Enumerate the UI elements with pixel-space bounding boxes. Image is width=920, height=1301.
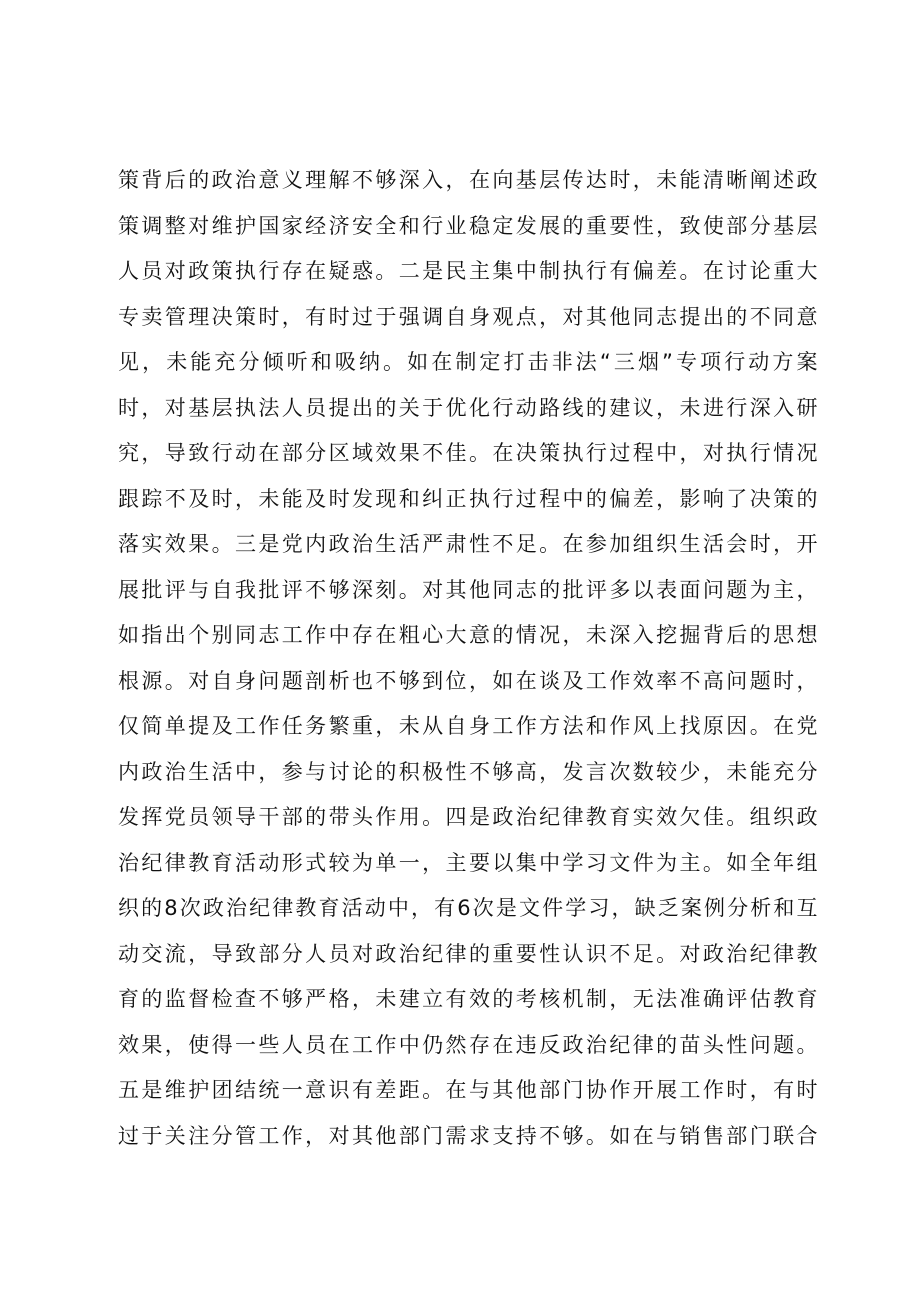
text-line: 治纪律教育活动形式较为单一，主要以集中学习文件为主。如全年组 <box>118 850 818 875</box>
text-line: 人员对政策执行存在疑惑。二是民主集中制执行有偏差。在讨论重大 <box>118 259 818 283</box>
text-line: 育的监督检查不够严格，未建立有效的考核机制，无法准确评估教育 <box>118 987 818 1011</box>
text-line: 跟踪不及时，未能及时发现和纠正执行过程中的偏差，影响了决策的 <box>118 486 818 511</box>
text-line: 织的8次政治纪律教育活动中，有6次是文件学习，缺乏案例分析和互 <box>118 896 818 920</box>
body-text <box>118 158 818 1159</box>
text-line: 究，导致行动在部分区域效果不佳。在决策执行过程中，对执行情况 <box>118 441 818 465</box>
text-line: 策调整对维护国家经济安全和行业稳定发展的重要性，致使部分基层 <box>118 213 818 238</box>
text-line: 展批评与自我批评不够深刻。对其他同志的批评多以表面问题为主， <box>118 577 818 602</box>
text-line: 动交流，导致部分人员对政治纪律的重要性认识不足。对政治纪律教 <box>118 941 818 966</box>
text-line: 五是维护团结统一意识有差距。在与其他部门协作开展工作时，有时 <box>118 1078 818 1102</box>
text-line: 策背后的政治意义理解不够深入，在向基层传达时，未能清晰阐述政 <box>118 168 818 192</box>
text-line: 时，对基层执法人员提出的关于优化行动路线的建议，未进行深入研 <box>118 395 818 420</box>
text-line: 如指出个别同志工作中存在粗心大意的情况，未深入挖掘背后的思想 <box>118 623 818 647</box>
text-line: 落实效果。三是党内政治生活严肃性不足。在参加组织生活会时，开 <box>118 532 818 556</box>
text-line: 见，未能充分倾听和吸纳。如在制定打击非法“三烟”专项行动方案 <box>118 350 818 374</box>
text-line: 效果，使得一些人员在工作中仍然存在违反政治纪律的苗头性问题。 <box>118 1032 818 1057</box>
text-line: 过于关注分管工作，对其他部门需求支持不够。如在与销售部门联合 <box>118 1123 818 1148</box>
text-line: 专卖管理决策时，有时过于强调自身观点，对其他同志提出的不同意 <box>118 304 818 329</box>
text-line: 内政治生活中，参与讨论的积极性不够高，发言次数较少，未能充分 <box>118 759 818 784</box>
text-line: 根源。对自身问题剖析也不够到位，如在谈及工作效率不高问题时， <box>118 668 818 693</box>
text-line: 发挥党员领导干部的带头作用。四是政治纪律教育实效欠佳。组织政 <box>118 805 818 829</box>
text-line: 仅简单提及工作任务繁重，未从自身工作方法和作风上找原因。在党 <box>118 714 818 738</box>
